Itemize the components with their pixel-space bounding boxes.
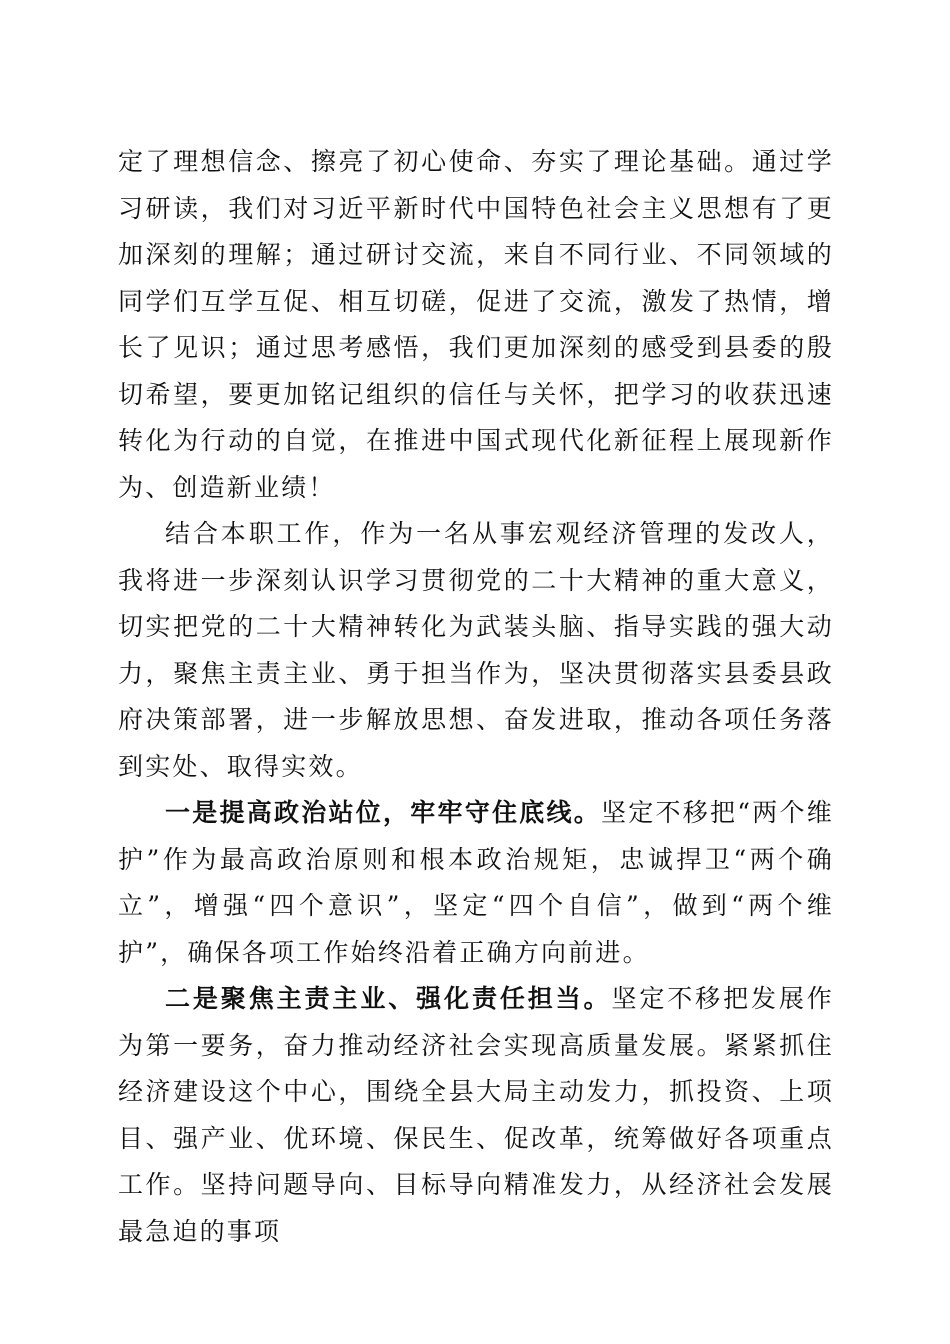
- paragraph-4-text: 坚定不移把发展作为第一要务，奋力推动经济社会实现高质量发展。紧紧抓住经济建设这个中心，围绕全县大局主动发力，抓投资、上项目、强产业、优环境、保民生、促改革，统筹做好各项重点工作。坚持问题导向、目标导向精准发力，从经济社会发展最急迫的事项: [118, 984, 834, 1246]
- paragraph-3: [118, 790, 834, 976]
- paragraph-3-lead: 一是提高政治站位，牢牢守住底线。: [165, 798, 602, 827]
- paragraph-2-text: 结合本职工作，作为一名从事宏观经济管理的发改人，我将进一步深刻认识学习贯彻党的二十大精神的重大意义，切实把党的二十大精神转化为武装头脑、指导实践的强大动力，聚焦主责主业、勇于担当作为，坚决贯彻落实县委县政府决策部署，进一步解放思想、奋发进取，推动各项任务落到实处、取得实效。: [118, 519, 834, 781]
- paragraph-2: [118, 511, 834, 790]
- paragraph-1-text: 定了理想信念、擦亮了初心使命、夯实了理论基础。通过学习研读，我们对习近平新时代中国特色社会主义思想有了更加深刻的理解；通过研讨交流，来自不同行业、不同领域的同学们互学互促、相互切磋，促进了交流，激发了热情，增长了见识；通过思考感悟，我们更加深刻的感受到县委的殷切希望，要更加铭记组织的信任与关怀，把学习的收获迅速转化为行动的自觉，在推进中国式现代化新征程上展现新作为、创造新业绩！: [118, 147, 834, 502]
- paragraph-4-lead: 二是聚焦主责主业、强化责任担当。: [165, 984, 612, 1013]
- paragraph-4: [118, 976, 834, 1255]
- paragraph-1: [118, 139, 834, 511]
- document-body: [118, 139, 834, 1255]
- paragraph-3-text: 坚定不移把“两个维护”作为最高政治原则和根本政治规矩，忠诚捍卫“两个确立”，增强“四个意识”，坚定“四个自信”，做到“两个维护”，确保各项工作始终沿着正确方向前进。: [118, 798, 834, 967]
